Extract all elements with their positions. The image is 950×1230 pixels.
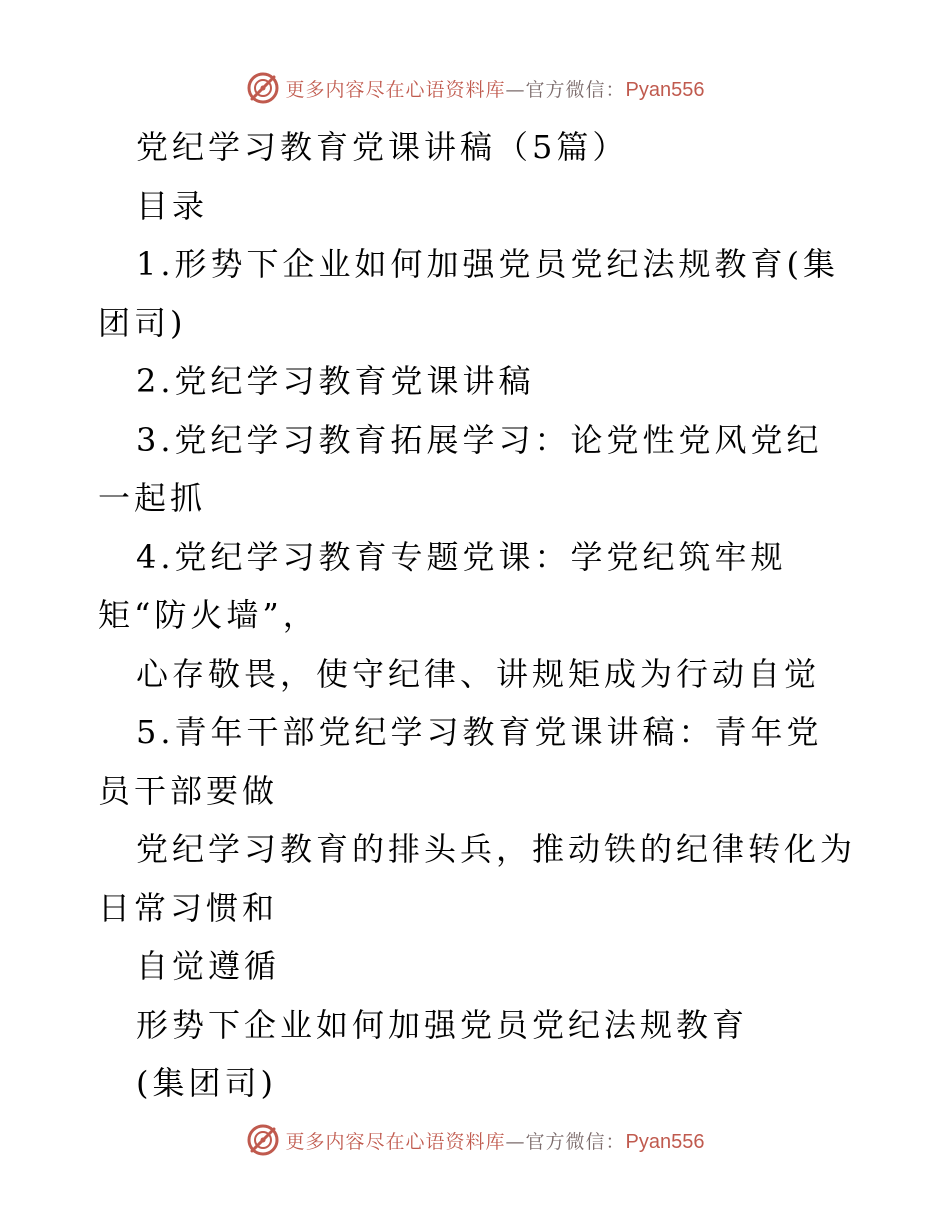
- section-heading: 形势下企业如何加强党员党纪法规教育: [136, 1005, 749, 1044]
- section-heading-suffix: (集团司): [136, 1064, 277, 1102]
- document-body: [98, 118, 858, 1113]
- red-seal-icon: [246, 1123, 280, 1157]
- toc-item-1: 1.形势下企业如何加强党员党纪法规教育(集团司): [98, 245, 840, 342]
- watermark-text: 更多内容尽在心语资料库—官方微信：Pyan556: [285, 78, 705, 101]
- toc-item-5: 5.青年干部党纪学习教育党课讲稿：青年党员干部要做: [98, 713, 823, 810]
- red-seal-icon: [246, 71, 280, 105]
- document-title: 党纪学习教育党课讲稿（5篇）: [136, 128, 629, 166]
- header-watermark-banner: [0, 68, 950, 108]
- toc-item-4: 4.党纪学习教育专题党课：学党纪筑牢规矩“防火墙”，: [98, 537, 787, 634]
- toc-item-2: 2.党纪学习教育党课讲稿: [136, 362, 535, 400]
- toc-heading: 目录: [136, 186, 209, 225]
- watermark-text: 更多内容尽在心语资料库—官方微信：Pyan556: [285, 1130, 705, 1153]
- footer-watermark-banner: [0, 1120, 950, 1160]
- toc-item-4-continued: 心存敬畏，使守纪律、讲规矩成为行动自觉: [136, 654, 821, 693]
- toc-item-3: 3.党纪学习教育拓展学习：论党性党风党纪一起抓: [98, 420, 823, 517]
- toc-item-5-continued: 党纪学习教育的排头兵，推动铁的纪律转化为日常习惯和: [98, 830, 857, 927]
- toc-item-5-end: 自觉遵循: [136, 947, 281, 985]
